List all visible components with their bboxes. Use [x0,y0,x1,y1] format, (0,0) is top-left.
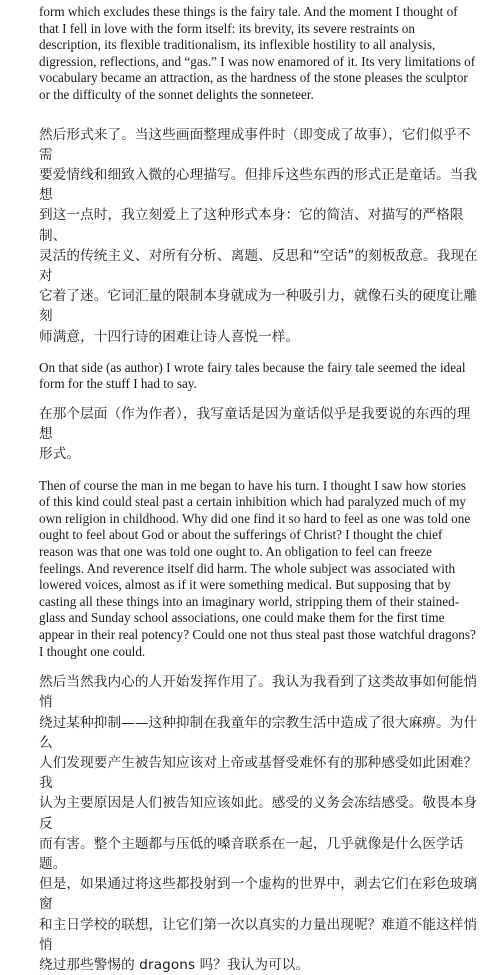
chinese-paragraph-1: 然后形式来了。当这些画面整理成事件时（即变成了故事），它们似乎不需 要爱情线和细致入微的心理描写。但排斥这些东西的形式正是童话。当我想 到这一点时，我立刻爱上了这种形式本身：它的简洁、对描写的严格限制、 灵活的传统主义、对所有分析、离题、反思和“空话”的刻板敌意。我现在对 它着了迷。它词汇量的限制本身就成为一种吸引力，就像石头的硬度让雕刻 师满意，十四行诗的困难让诗人喜悦一样。 [39,126,478,345]
english-paragraph-2: On that side (as author) I wrote fairy tales because the fairy tale seemed the ideal form for the stuff I had to say. [39,359,466,392]
document-page [39,4,479,975]
chinese-paragraph-3: 然后当然我内心的人开始发挥作用了。我认为我看到了这类故事如何能悄悄 绕过某种抑制——这种抑制在我童年的宗教生活中造成了很大麻痹。为什么 人们发现要产生被告知应该对上帝或基督受难怀有的那种感受如此困难？我 认为主要原因是人们被告知应该如此。感受的义务会冻结感受。敬畏本身反 而有害。整个主题都与压低的嗓音联系在一起，几乎就像是什么医学话题。 但是，如果通过将这些都投射到一个虚构的世界中，剥去它们在彩色玻璃窗 和主日学校的联想，让它们第一次以真实的力量出现呢？难道不能这样悄悄 绕过那些警惕的 dragons 吗？我认为可以。 [39,674,478,973]
chinese-paragraph-2: 在那个层面（作为作者），我写童话是因为童话似乎是我要说的东西的理想 形式。 [39,405,471,463]
english-paragraph-1: form which excludes these things is the fairy tale. And the moment I thought of that I fell in love with the form itself: its brevity, its severe restraints on description, its flexible traditionalism, its inflexible hostility to all analysis, digression, reflections, and “gas.” I was now enamored of it. Its very limitations of vocabulary became an attraction, as the hardness of the stone pleases the sculptor or the difficulty of the sonnet delights the sonneteer. [39,4,476,102]
english-paragraph-3: Then of course the man in me began to have his turn. I thought I saw how stories of this kind could steal past a certain inhibition which had paralyzed much of my own religion in childhood. Why did one find it so hard to feel as one was told one ought to feel about God or about the sufferings of Christ? I thought the chief reason was that one was told one ought to. An obligation to feel can freeze feelings. And reverence itself did harm. The whole subject was associated with lowered voices, almost as if it were something medical. But supposing that by casting all these things into an imaginary world, stripping them of their stained- glass and Sunday school associations, one could make them for the first time appear in their real potency? Could one not thus steal past those watchful dragons? I thought one could. [39,477,476,659]
